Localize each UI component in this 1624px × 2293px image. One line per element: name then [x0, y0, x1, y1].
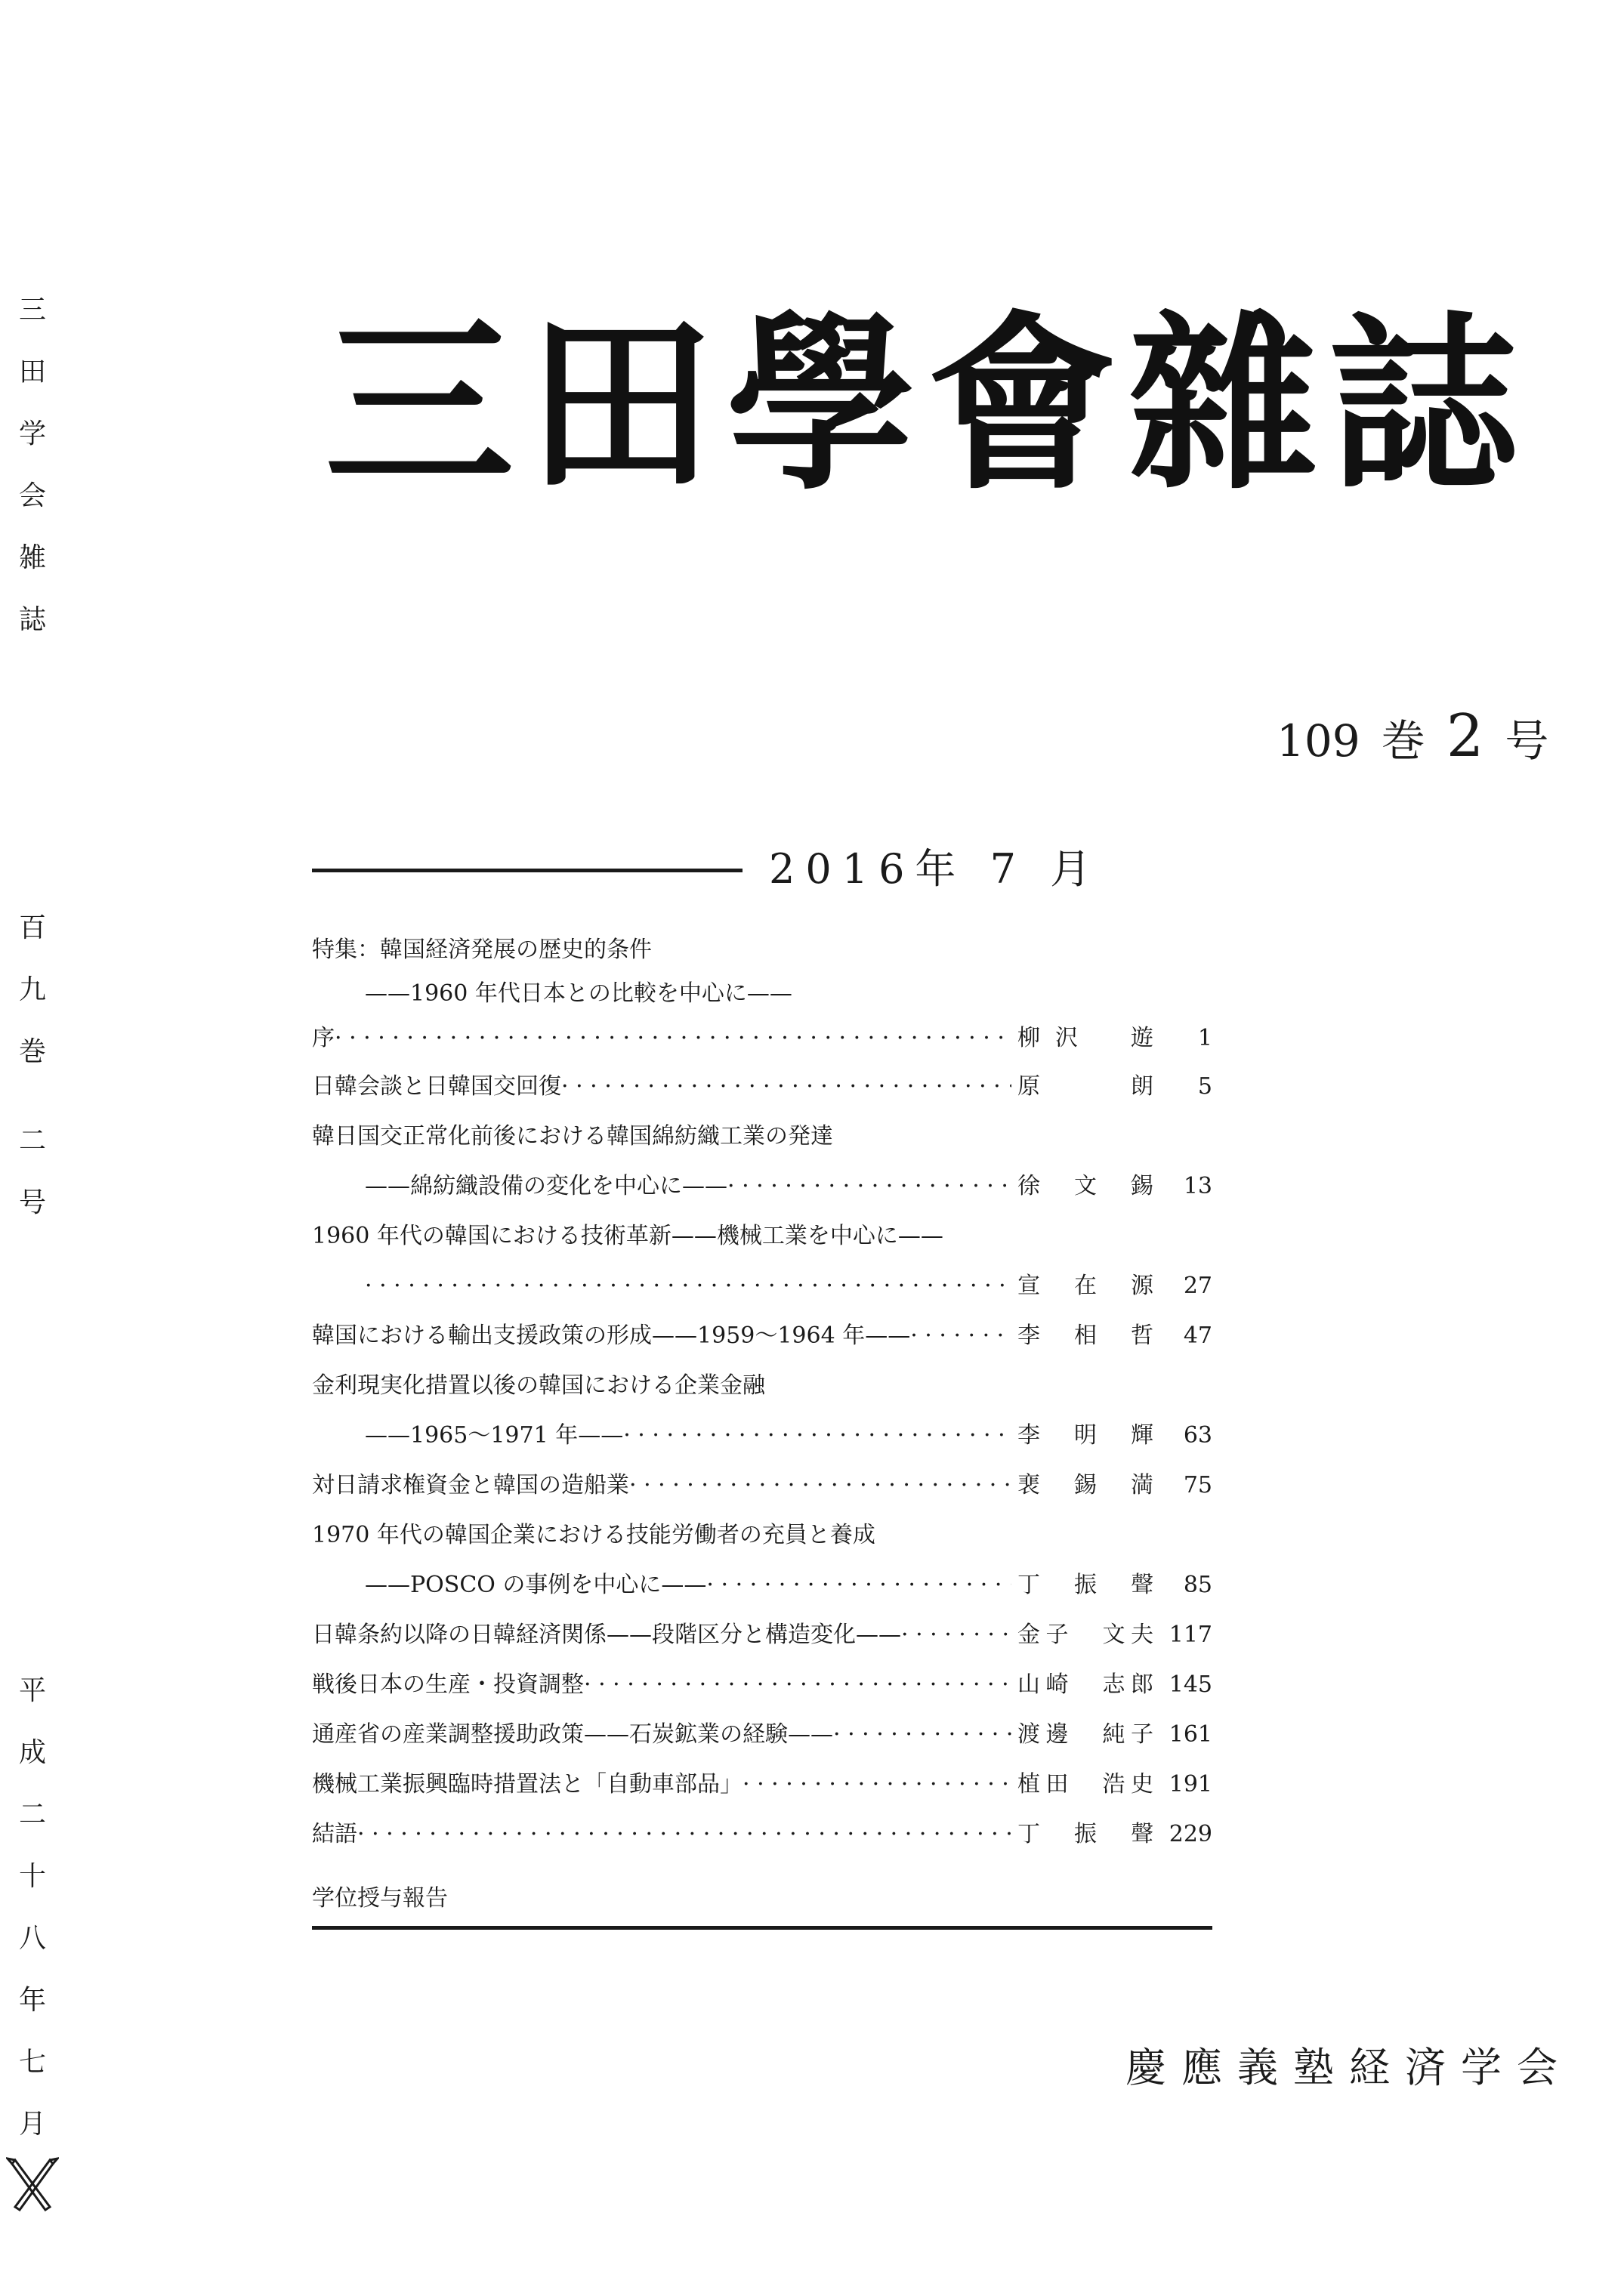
toc-entry: [312, 1810, 1212, 1859]
toc-entry: [312, 1660, 1212, 1710]
entry-page: 47: [1183, 1322, 1212, 1349]
bottom-rule: [312, 1926, 1212, 1930]
spine-char: 年: [18, 1985, 46, 2016]
issue-number: 2: [1446, 702, 1484, 770]
masthead-char: 學: [727, 293, 915, 515]
masthead-char: 雜: [1128, 293, 1317, 515]
toc-entry: [312, 1760, 1212, 1810]
entry-page: 161: [1169, 1721, 1212, 1748]
dot-leader: [833, 1710, 1011, 1760]
entry-title: 1960 年代の韓国における技術革新——機械工業を中心に——: [312, 1223, 943, 1249]
dot-leader: [335, 1015, 1011, 1062]
journal-masthead: [325, 283, 1518, 525]
spine-char: 平: [18, 1675, 46, 1706]
spine-char: 田: [18, 356, 46, 387]
spine-char: 八: [18, 1923, 46, 1954]
entry-author: 李 明 輝: [1017, 1422, 1153, 1449]
issue-label: 号: [1505, 715, 1549, 767]
entry-author: 丁 振 聲: [1017, 1821, 1153, 1847]
spine-issue: [14, 1110, 51, 1234]
dot-leader: [910, 1311, 1011, 1361]
spine-char: 十: [18, 1861, 46, 1892]
spine-char: 号: [18, 1187, 46, 1218]
entry-page: 229: [1169, 1821, 1212, 1847]
entry-subtitle: ——綿紡織設備の変化を中心に——: [365, 1173, 727, 1199]
spine-char: 二: [18, 1125, 46, 1156]
dot-leader: [743, 1760, 1011, 1810]
entry-title: 結語: [312, 1821, 357, 1847]
entry-author: 丁 振 聲: [1017, 1572, 1153, 1598]
toc-entry: [312, 1461, 1212, 1511]
dot-leader: [901, 1610, 1011, 1660]
spine-char: 巻: [18, 1036, 46, 1067]
issue-date: 2016年 7 月: [769, 845, 1102, 893]
entry-title: 機械工業振興臨時措置法と「自動車部品」: [312, 1771, 743, 1798]
entry-page: 13: [1183, 1173, 1212, 1199]
entry-page: 75: [1183, 1472, 1212, 1498]
entry-page: 117: [1169, 1622, 1212, 1648]
spine-date: [14, 1660, 51, 2156]
toc-entry: [312, 1511, 1212, 1610]
degree-report-heading: 学位授与報告: [312, 1885, 448, 1912]
spine-char: 月: [18, 2109, 46, 2140]
dot-leader: [365, 1261, 1011, 1311]
toc-entry: [312, 1610, 1212, 1660]
entry-title: 金利現実化措置以後の韓国における企業金融: [312, 1372, 765, 1399]
spine-char: 雑: [18, 542, 46, 573]
entry-page: 85: [1183, 1572, 1212, 1598]
entry-title: 日韓会談と日韓国交回復: [312, 1073, 561, 1100]
entry-author: 李 相 哲: [1017, 1322, 1153, 1349]
spine-char: 二: [18, 1799, 46, 1830]
masthead-char: 會: [928, 293, 1116, 515]
volume-issue: [1277, 702, 1548, 770]
dot-leader: [561, 1062, 1011, 1112]
entry-author: 原 朗: [1017, 1073, 1153, 1100]
date-line: [312, 837, 1102, 897]
entry-author: 宣 在 源: [1017, 1273, 1153, 1299]
spine-journal-title: [14, 279, 51, 651]
entry-author: 植田 浩史: [1017, 1771, 1153, 1798]
entry-author: 山崎 志郎: [1017, 1671, 1153, 1698]
entry-title: 序: [312, 1025, 335, 1051]
entry-title: 韓日国交正常化前後における韓国綿紡織工業の発達: [312, 1123, 833, 1150]
publisher-name: 慶應義塾経済学会: [1125, 2044, 1573, 2091]
masthead-char: 三: [325, 293, 514, 515]
spine-char: 誌: [18, 604, 46, 635]
volume-label: 巻: [1381, 715, 1425, 767]
spine-char: 百: [18, 912, 46, 943]
feature-subtitle: ——1960 年代日本との比較を中心に——: [365, 980, 792, 1007]
volume-number: 109: [1277, 715, 1360, 767]
toc-entry: [312, 1311, 1212, 1361]
entry-page: 5: [1197, 1073, 1212, 1100]
entry-subtitle: ——1965～1971 年——: [365, 1422, 624, 1449]
entry-title: 通産省の産業調整援助政策——石炭鉱業の経験——: [312, 1721, 833, 1748]
publisher-pen-logo-icon: [6, 2154, 59, 2214]
spine-char: 成: [18, 1737, 46, 1768]
spine-char: 三: [18, 295, 46, 326]
toc-entry: [312, 1112, 1212, 1211]
entry-author: 金子 文夫: [1017, 1622, 1153, 1648]
entry-subtitle: ——POSCO の事例を中心に——: [365, 1572, 707, 1598]
dot-leader: [584, 1660, 1011, 1710]
entry-author: 裵 錫 満: [1017, 1472, 1153, 1498]
entry-title: 対日請求権資金と韓国の造船業: [312, 1472, 629, 1498]
entry-author: 渡邊 純子: [1017, 1721, 1153, 1748]
toc-entry: [312, 1015, 1212, 1062]
entry-author: 徐 文 錫: [1017, 1173, 1153, 1199]
date-rule: [312, 869, 743, 872]
entry-page: 63: [1183, 1422, 1212, 1449]
dot-leader: [357, 1810, 1011, 1859]
spine-char: 会: [18, 480, 46, 511]
entry-page: 191: [1169, 1771, 1212, 1798]
table-of-contents: [312, 927, 1212, 1930]
toc-entry: [312, 1062, 1212, 1112]
spine-char: 学: [18, 418, 46, 449]
entry-page: 1: [1197, 1025, 1212, 1051]
entry-title: 戦後日本の生産・投資調整: [312, 1671, 584, 1698]
dot-leader: [629, 1461, 1011, 1511]
entry-page: 27: [1183, 1273, 1212, 1299]
dot-leader: [623, 1411, 1011, 1461]
masthead-char: 誌: [1329, 293, 1518, 515]
toc-entry: [312, 1211, 1212, 1311]
dot-leader: [727, 1162, 1011, 1211]
entry-title: 韓国における輸出支援政策の形成——1959～1964 年——: [312, 1322, 911, 1349]
spine-char: 九: [18, 974, 46, 1005]
spine-char: 七: [18, 2047, 46, 2078]
entry-page: 145: [1169, 1671, 1212, 1698]
toc-entry: [312, 1361, 1212, 1461]
entry-title: 日韓条約以降の日韓経済関係——段階区分と構造変化——: [312, 1622, 901, 1648]
entry-title: 1970 年代の韓国企業における技能労働者の充員と養成: [312, 1522, 875, 1548]
spine-volume: [14, 897, 51, 1083]
toc-entry: [312, 1710, 1212, 1760]
feature-title: 特集：韓国経済発展の歴史的条件: [312, 937, 652, 963]
dot-leader: [706, 1560, 1011, 1610]
entry-author: 柳沢 遊: [1017, 1025, 1153, 1051]
masthead-char: 田: [526, 293, 715, 515]
